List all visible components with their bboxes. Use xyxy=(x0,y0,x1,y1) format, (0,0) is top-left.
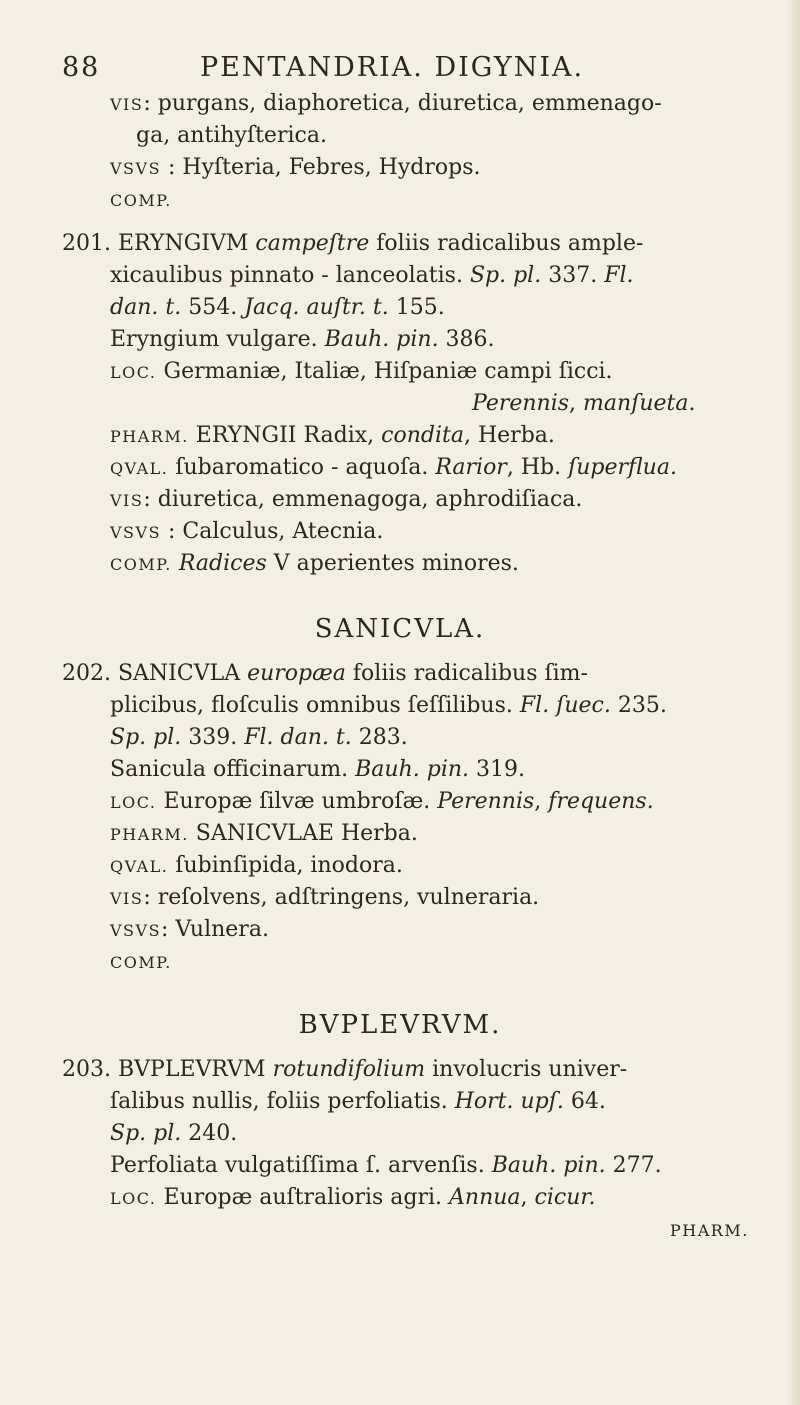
italic-text: frequens. xyxy=(548,789,654,814)
text-run: SANICVLAE Herba. xyxy=(188,821,418,846)
text-run: 202. SANICVLA xyxy=(62,661,248,686)
text-run: : Hyſteria, Febres, Hydrops. xyxy=(161,155,481,180)
italic-text: manſueta. xyxy=(583,391,696,416)
text-run: ſubaromatico - aquoſa. xyxy=(168,455,436,480)
text-line xyxy=(62,230,643,258)
text-line xyxy=(110,916,269,945)
text-line xyxy=(110,948,172,977)
italic-text: Bauh. pin. xyxy=(324,327,439,352)
text-run: : diuretica, emmenagoga, aphrodiſiaca. xyxy=(143,487,583,512)
small-caps-label: VIS xyxy=(110,889,144,908)
small-caps-label: PHARM. xyxy=(110,427,189,446)
text-line xyxy=(62,660,588,688)
small-caps-label: PHARM. xyxy=(670,1221,749,1240)
text-line xyxy=(110,454,677,483)
italic-text: cicur. xyxy=(534,1185,596,1210)
small-caps-label: LOC. xyxy=(110,363,157,382)
small-caps-label: VSVS xyxy=(110,921,162,940)
text-run: Germaniæ, Italiæ, Hiſpaniæ campi ſicci. xyxy=(156,359,613,384)
text-line xyxy=(110,90,662,119)
text-run: ERYNGII Radix, xyxy=(188,423,382,448)
small-caps-label: LOC. xyxy=(110,793,157,812)
italic-text: campeſtre xyxy=(255,231,370,256)
text-run: , xyxy=(520,1185,535,1210)
text-run: Europæ ſilvæ umbroſæ. xyxy=(156,789,438,814)
text-run: , Herba. xyxy=(463,423,555,448)
italic-text: Bauh. pin. xyxy=(491,1153,606,1178)
text-line xyxy=(110,326,495,354)
text-line xyxy=(110,756,525,784)
italic-text: Sp. pl. xyxy=(110,725,182,750)
text-line xyxy=(110,358,613,387)
italic-text: europæa xyxy=(247,661,346,686)
text-run: 339. xyxy=(181,725,245,750)
italic-text: Perennis xyxy=(437,789,535,814)
text-run: 203. BVPLEVRVM xyxy=(62,1057,273,1082)
text-line xyxy=(110,422,555,451)
text-run: foliis radicalibus ſim- xyxy=(345,661,588,686)
text-run xyxy=(172,551,179,576)
text-run: 235. xyxy=(610,693,667,718)
text-run: Perfoliata vulgatiſſima ſ. arvenſis. xyxy=(110,1153,492,1178)
text-run: , Hb. xyxy=(506,455,569,480)
text-line xyxy=(110,518,383,547)
text-run: 283. xyxy=(351,725,408,750)
text-line xyxy=(670,1216,749,1245)
italic-text: Fl. xyxy=(604,263,634,288)
text-run: ſubinſipida, inodora. xyxy=(168,853,403,878)
italic-text: Jacq. auſtr. t. xyxy=(244,295,389,320)
small-caps-label: VSVS xyxy=(110,523,162,542)
text-line xyxy=(472,390,695,418)
text-run: 319. xyxy=(469,757,525,782)
text-line xyxy=(110,486,582,515)
text-line xyxy=(110,820,418,849)
text-run: Europæ auſtralioris agri. xyxy=(156,1185,450,1210)
italic-text: Annua xyxy=(449,1185,521,1210)
text-line xyxy=(110,550,519,579)
text-line xyxy=(136,122,327,150)
running-title: PENTANDRIA. DIGYNIA. xyxy=(200,52,585,83)
genus-heading: SANICVLA. xyxy=(314,614,486,644)
text-run: 386. xyxy=(438,327,495,352)
text-run: 277. xyxy=(605,1153,662,1178)
text-line xyxy=(110,692,667,720)
text-run: 155. xyxy=(388,295,445,320)
small-caps-label: COMP. xyxy=(110,191,172,210)
small-caps-label: LOC. xyxy=(110,1189,157,1208)
small-caps-label: VSVS xyxy=(110,159,162,178)
small-caps-label: VIS xyxy=(110,491,144,510)
text-line xyxy=(110,294,445,322)
text-line xyxy=(62,1056,627,1084)
text-line xyxy=(110,1120,237,1148)
text-line xyxy=(110,186,172,215)
text-line xyxy=(110,1088,606,1116)
text-run: ga, antihyſterica. xyxy=(136,123,327,148)
small-caps-label: COMP. xyxy=(110,555,172,574)
italic-text: condita xyxy=(381,423,464,448)
genus-heading: BVPLEVRVM. xyxy=(298,1010,502,1040)
italic-text: Bauh. pin. xyxy=(355,757,470,782)
text-run: plicibus, floſculis omnibus ſeſſilibus. xyxy=(110,693,520,718)
page-number: 88 xyxy=(62,52,101,83)
text-line xyxy=(110,852,403,881)
text-run: , xyxy=(569,391,584,416)
italic-text: Perennis xyxy=(472,391,570,416)
small-caps-label: QVAL. xyxy=(110,459,169,478)
text-run: xicaulibus pinnato - lanceolatis. xyxy=(110,263,470,288)
text-line xyxy=(110,262,634,290)
italic-text: rotundifolium xyxy=(272,1057,426,1082)
small-caps-label: QVAL. xyxy=(110,857,169,876)
text-line xyxy=(110,724,408,752)
text-run: foliis radicalibus ample- xyxy=(369,231,644,256)
page-edge-shadow xyxy=(786,0,800,1405)
italic-text: ſuperflua. xyxy=(568,455,677,480)
text-run: 201. ERYNGIVM xyxy=(62,231,256,256)
text-run: 554. xyxy=(181,295,245,320)
italic-text: dan. t. xyxy=(110,295,182,320)
text-run: 337. xyxy=(541,263,605,288)
text-run: : Vulnera. xyxy=(161,917,269,942)
italic-text: Hort. upſ. xyxy=(454,1089,564,1114)
italic-text: Sp. pl. xyxy=(469,263,542,288)
text-run: 64. xyxy=(563,1089,606,1114)
italic-text: Radices xyxy=(178,551,267,576)
small-caps-label: PHARM. xyxy=(110,825,189,844)
text-run: 240. xyxy=(181,1121,238,1146)
small-caps-label: COMP. xyxy=(110,953,172,972)
text-run: : Calculus, Atecnia. xyxy=(161,519,384,544)
italic-text: Fl. ſuec. xyxy=(519,693,611,718)
text-run: : reſolvens, adſtringens, vulneraria. xyxy=(143,885,540,910)
text-line xyxy=(110,154,481,183)
italic-text: Sp. pl. xyxy=(110,1121,182,1146)
text-run: ſalibus nullis, foliis perfoliatis. xyxy=(110,1089,455,1114)
text-line xyxy=(110,1152,662,1180)
text-run: Sanicula officinarum. xyxy=(110,757,356,782)
text-line xyxy=(110,1184,596,1213)
text-run: : purgans, diaphoretica, diuretica, emmenago- xyxy=(143,91,662,116)
text-line xyxy=(110,788,654,817)
text-line xyxy=(110,884,539,913)
text-run: Eryngium vulgare. xyxy=(110,327,325,352)
small-caps-label: VIS xyxy=(110,95,144,114)
text-run: , xyxy=(534,789,549,814)
italic-text: Rarior xyxy=(435,455,507,480)
text-run: V aperientes minores. xyxy=(266,551,519,576)
text-run: involucris univer- xyxy=(425,1057,628,1082)
italic-text: Fl. dan. t. xyxy=(244,725,352,750)
